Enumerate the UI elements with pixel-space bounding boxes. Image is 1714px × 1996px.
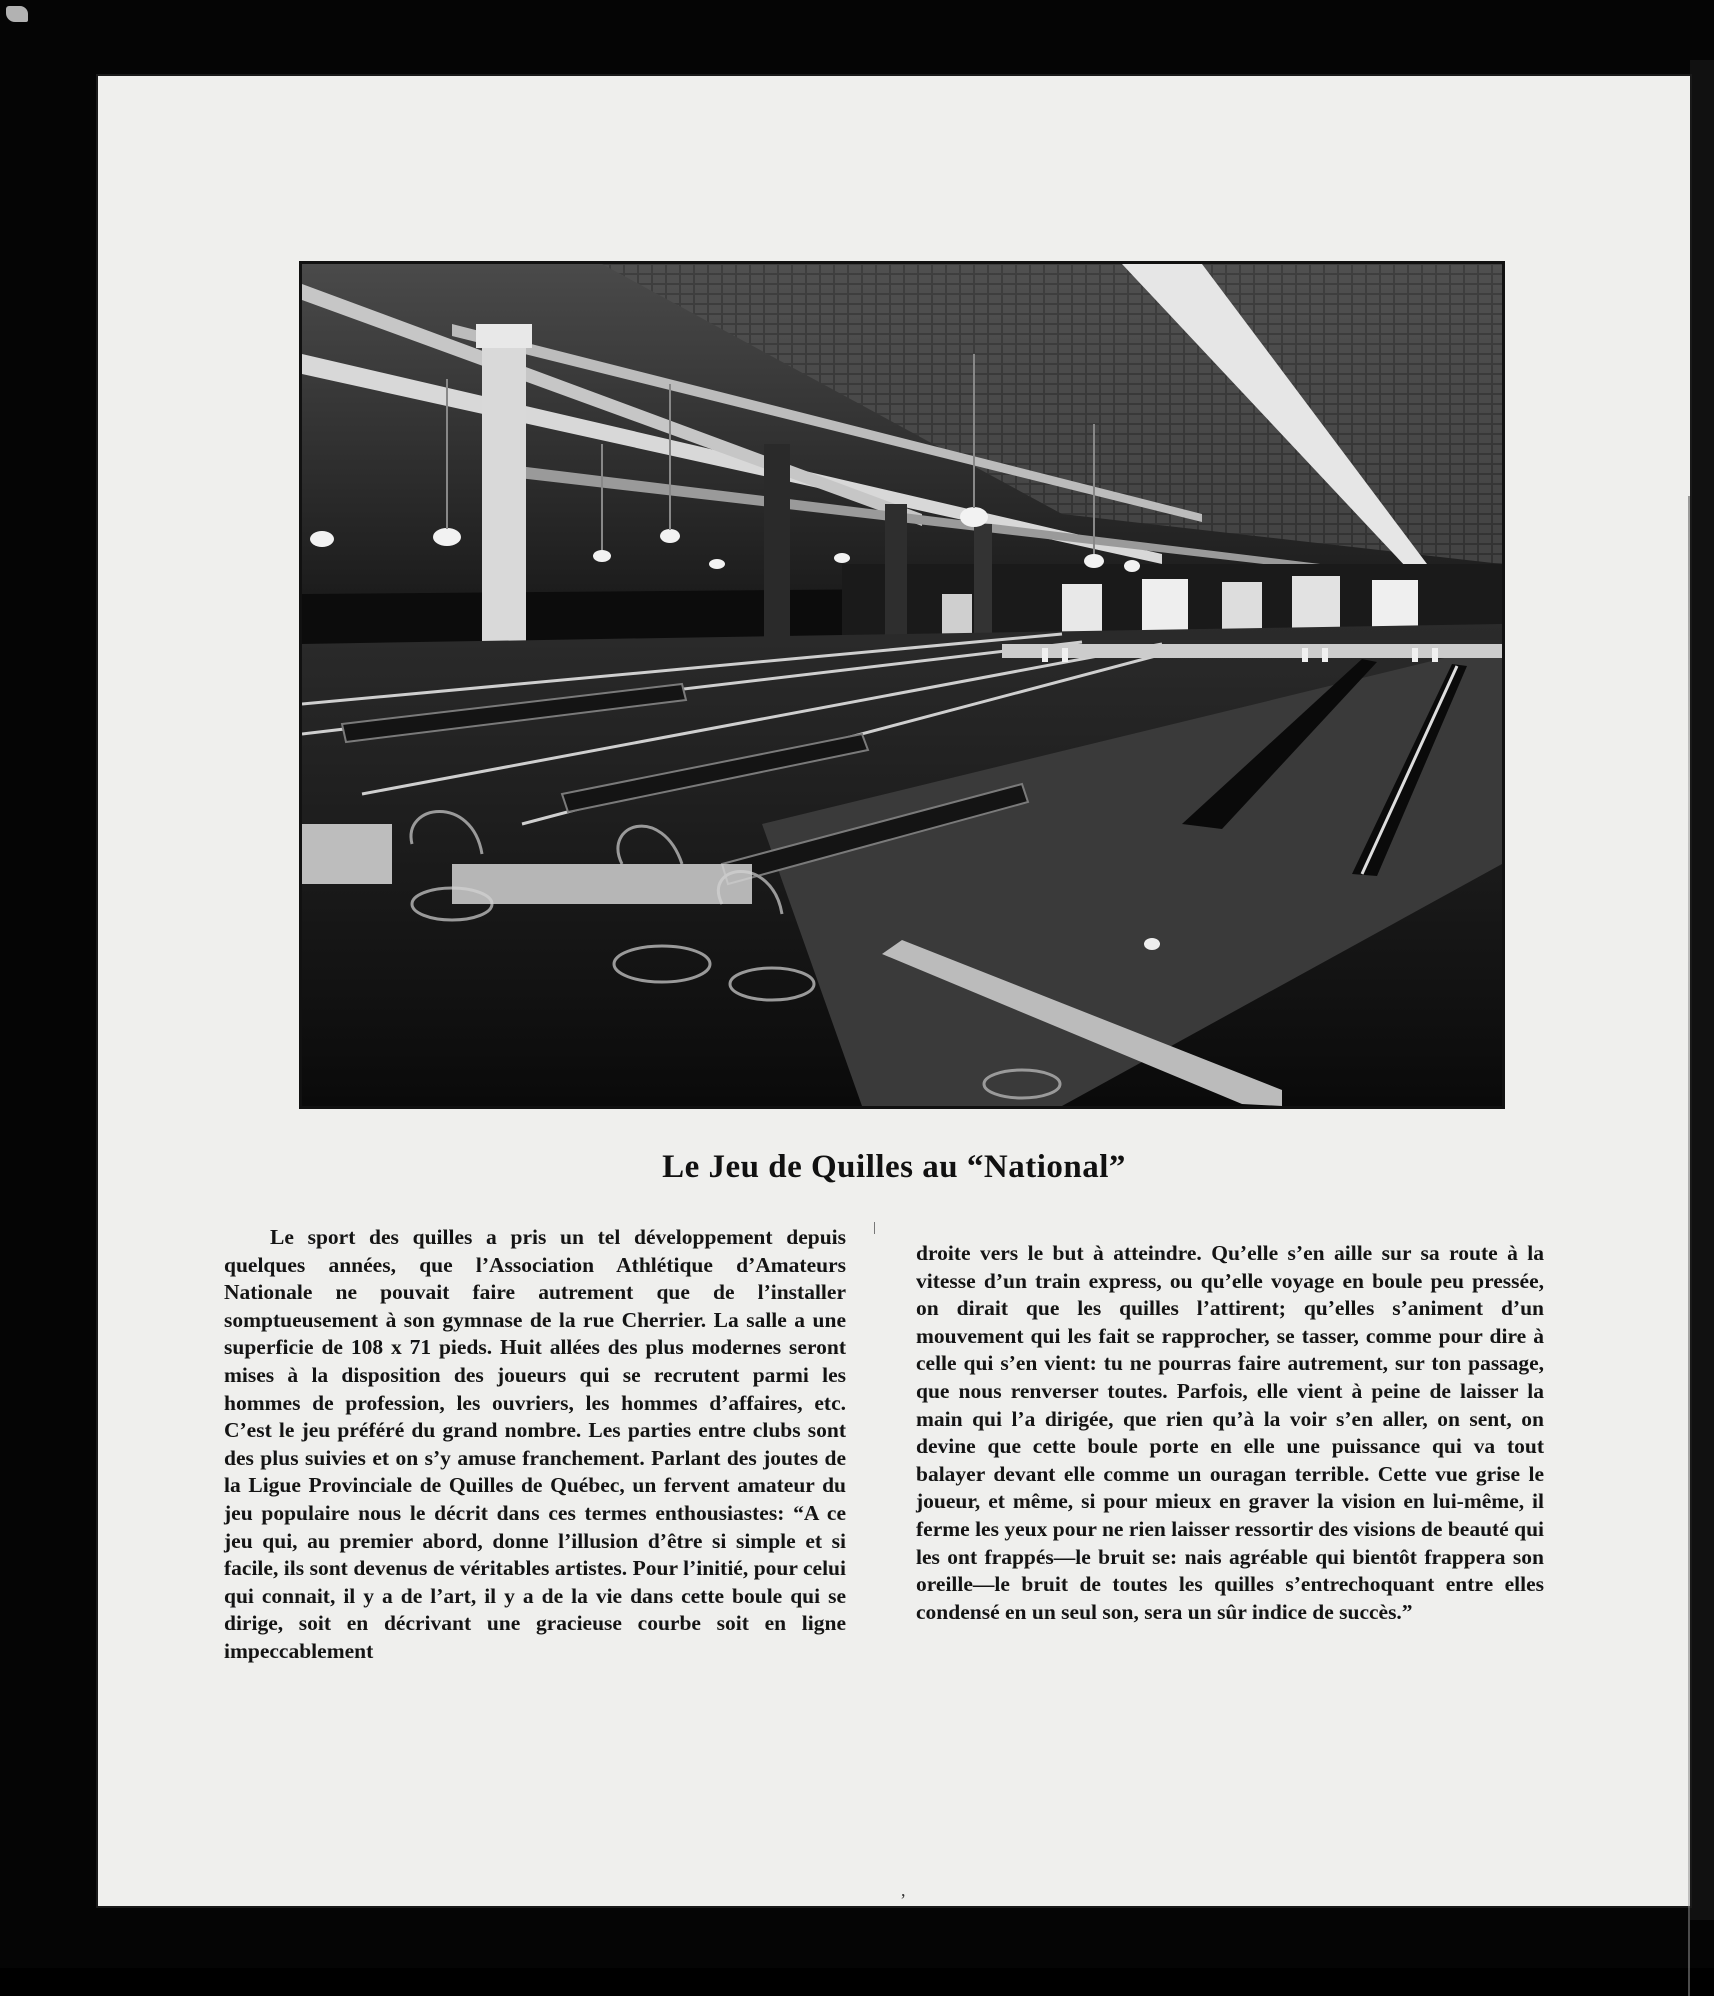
page-edge-shadow — [1688, 496, 1690, 1996]
article-paragraph-left: Le sport des quilles a pris un tel développement depuis quelques années, que l’Association Athlétique d’Amateurs Nationale ne pouvait faire autrement que de l’installer somptueusement à son gymnase de la rue Cherrier. La salle a une superficie de 108 x 71 pieds. Huit allées des plus modernes seront mises à la disposition des joueurs qui se recrutent parmi les hommes de profession, les ouvriers, les hommes d’affaires, etc. C’est le jeu préféré du grand nombre. Les parties entre clubs sont des plus suivies et on s’y amuse franchement. Parlant des joutes de la Ligue Provinciale de Quilles de Québec, un fervent amateur du jeu populaire nous le décrit dans ces termes enthousiastes: “A ce jeu qui, au premier abord, donne l’illusion d’être si simple et si facile, ils sont devenus de véritables artistes. Pour l’initié, pour celui qui connait, il y a de l’art, il y a de la vie dans cette boule qui se dirige, soit en décrivant une gracieuse courbe soit en ligne impeccablement — [224, 1225, 846, 1663]
column-divider — [874, 1222, 875, 1234]
adjacent-page-edge — [1690, 60, 1714, 1920]
article-column-left — [224, 1224, 846, 1666]
article-column-right — [916, 1240, 1544, 1626]
magazine-page — [98, 76, 1690, 1906]
article-paragraph-right: droite vers le but à atteindre. Qu’elle s’en aille sur sa route à la vitesse d’un train express, ou qu’elle voyage en boule peu pressée, on dirait que les quilles l’attirent; qu’elles s’animent d’un mouvement qui les fait se rapprocher, se tasser, comme pour dire à celle qui s’en vient: tu ne pourras faire autrement, sur ton passage, que nous renverser toutes. Parfois, elle vient à peine de laisser la main qui l’a dirigée, que rien qu’à la voir s’en aller, on sent, on devine que cette boule porte en elle une puissance qui va tout balayer devant elle comme un ouragan terrible. Cette vue grise le joueur, et même, si pour mieux en graver la vision en lui-même, il ferme les yeux pour ne rien laisser ressortir des visions de beauté qui les ont frappés—le bruit se: nais agréable qui bientôt frappera son oreille—le bruit de toutes les quilles s’entrechoquant entre elles condensé en un seul son, sera un sûr indice de succès.” — [916, 1241, 1544, 1624]
bowling-alley-photo — [299, 261, 1505, 1109]
scan-artifact — [6, 6, 28, 22]
article-title: Le Jeu de Quilles au “National” — [662, 1149, 1126, 1185]
photo-illustration — [302, 264, 1502, 1106]
print-mark: , — [901, 1880, 906, 1900]
